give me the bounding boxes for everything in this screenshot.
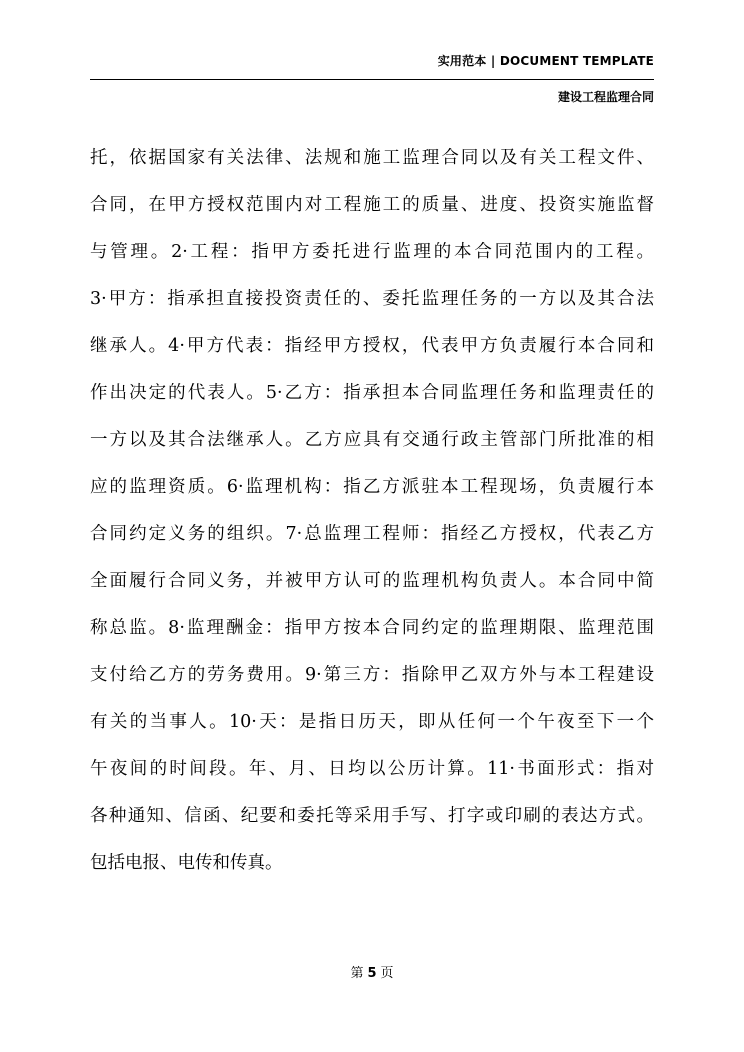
body-line: 3·甲方：指承担直接投资责任的、委托监理任务的一方以及其合法 xyxy=(90,289,654,309)
page-number: 5 xyxy=(367,966,377,981)
body-line: 托，依据国家有关法律、法规和施工监理合同以及有关工程文件、 xyxy=(90,148,654,168)
body-line: 有关的当事人。10·天：是指日历天，即从任何一个午夜至下一个 xyxy=(90,712,654,732)
body-line: 一方以及其合法继承人。乙方应具有交通行政主管部门所批准的相 xyxy=(90,430,654,450)
body-line: 合同，在甲方授权范围内对工程施工的质量、进度、投资实施监督 xyxy=(90,195,654,215)
header-divider xyxy=(90,79,654,80)
body-line: 午夜间的时间段。年、月、日均以公历计算。11·书面形式：指对 xyxy=(90,759,654,779)
header-title: 实用范本 | DOCUMENT TEMPLATE xyxy=(437,54,654,68)
body-line: 与管理。2·工程：指甲方委托进行监理的本合同范围内的工程。 xyxy=(90,242,654,262)
page-number-suffix: 页 xyxy=(380,966,394,981)
body-line: 支付给乙方的劳务费用。9·第三方：指除甲乙双方外与本工程建设 xyxy=(90,665,654,685)
body-line: 各种通知、信函、纪要和委托等采用手写、打字或印刷的表达方式。 xyxy=(90,806,654,826)
body-line: 称总监。8·监理酬金：指甲方按本合同约定的监理期限、监理范围 xyxy=(90,618,654,638)
body-line: 作出决定的代表人。5·乙方：指承担本合同监理任务和监理责任的 xyxy=(90,383,654,403)
body-line: 包括电报、电传和传真。 xyxy=(90,853,283,873)
body-line: 应的监理资质。6·监理机构：指乙方派驻本工程现场，负责履行本 xyxy=(90,477,654,497)
body-line: 合同约定义务的组织。7·总监理工程师：指经乙方授权，代表乙方 xyxy=(90,524,654,544)
page-footer xyxy=(0,962,744,981)
body-line: 继承人。4·甲方代表：指经甲方授权，代表甲方负责履行本合同和 xyxy=(90,336,654,356)
header-subtitle: 建设工程监理合同 xyxy=(557,90,654,104)
body-line: 全面履行合同义务，并被甲方认可的监理机构负责人。本合同中简 xyxy=(90,571,654,591)
page-number-prefix: 第 xyxy=(350,966,364,981)
document-body xyxy=(90,135,654,887)
